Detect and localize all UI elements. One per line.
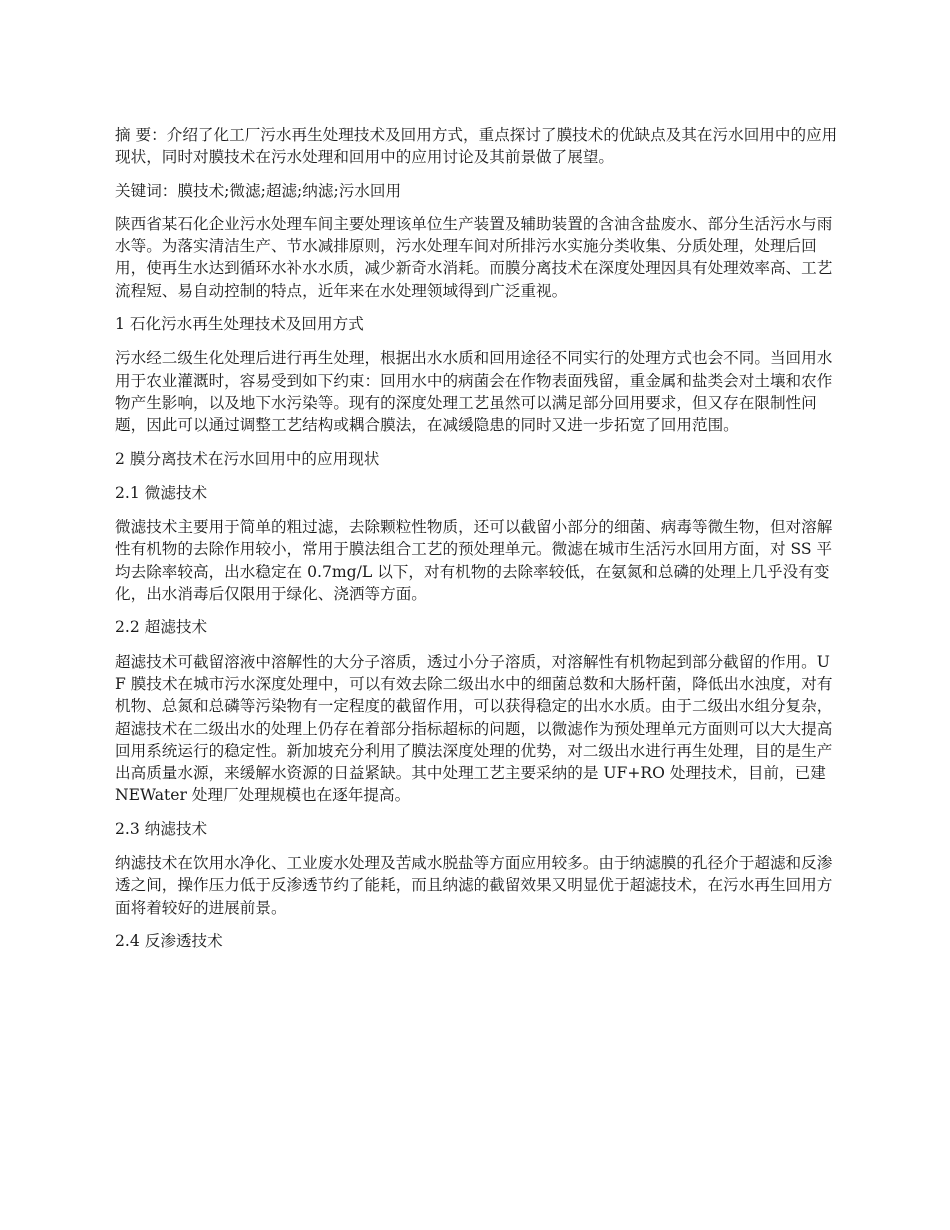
intro-paragraph: 陕西省某石化企业污水处理车间主要处理该单位生产装置及辅助装置的含油含盐废水、部分生活污水与雨水等。为落实清洁生产、节水减排原则，污水处理车间对所排污水实施分类收集、分质处理，处理后回用，使再生水达到循环水补水水质，减少新奇水消耗。而膜分离技术在深度处理因具有处理效率高、工艺流程短、易自动控制的特点，近年来在水处理领域得到广泛重视。 <box>115 214 833 300</box>
section-heading-2: 2 膜分离技术在污水回用中的应用现状 <box>115 449 380 468</box>
abstract: 摘 要：介绍了化工厂污水再生处理技术及回用方式，重点探讨了膜技术的优缺点及其在污水回用中的应用现状，同时对膜技术在污水处理和回用中的应用讨论及其前景做了展望。 <box>115 126 838 167</box>
section-body-2-2: 超滤技术可截留溶液中溶解性的大分子溶质，透过小分子溶质，对溶解性有机物起到部分截留的作用。UF 膜技术在城市污水深度处理中，可以有效去除二级出水中的细菌总数和大肠杆菌，降低出水浊度，对有机物、总氮和总磷等污染物有一定程度的截留作用，可以获得稳定的出水水质。由于二级出水组分复杂，超滤技术在二级出水的处理上仍存在着部分指标超标的问题，以微滤作为预处理单元方面则可以大大提高回用系统运行的稳定性。新加坡充分利用了膜法深度处理的优势，对二级出水进行再生处理，目的是生产出高质量水源，来缓解水资源的日益紧缺。其中处理工艺主要采纳的是 UF+RO 处理技术，目前，已建 NEWater 处理厂处理规模也在逐年提高。 <box>115 652 833 805</box>
section-body-2-1: 微滤技术主要用于简单的粗过滤，去除颗粒性物质，还可以截留小部分的细菌、病毒等微生物，但对溶解性有机物的去除作用较小，常用于膜法组合工艺的预处理单元。微滤在城市生活污水回用方面，对 SS 平均去除率较高，出水稳定在 0.7mg/L 以下，对有机物的去除率较低，在氨氮和总磷的处理上几乎没有变化，出水消毒后仅限用于绿化、浇洒等方面。 <box>115 518 833 604</box>
section-body-1: 污水经二级生化处理后进行再生处理，根据出水水质和回用途径不同实行的处理方式也会不同。当回用水用于农业灌溉时，容易受到如下约束：回用水中的病菌会在作物表面残留，重金属和盐类会对土壤和农作物产生影响，以及地下水污染等。现有的深度处理工艺虽然可以满足部分回用要求，但又存在限制性问题，因此可以通过调整工艺结构或耦合膜法，在减缓隐患的同时又进一步拓宽了回用范围。 <box>115 349 833 435</box>
section-heading-2-4: 2.4 反渗透技术 <box>115 931 223 950</box>
section-heading-2-2: 2.2 超滤技术 <box>115 618 208 637</box>
section-heading-1: 1 石化污水再生处理技术及回用方式 <box>115 315 364 334</box>
keywords: 关键词：膜技术;微滤;超滤;纳滤;污水回用 <box>115 181 402 200</box>
section-body-2-3: 纳滤技术在饮用水净化、工业废水处理及苦咸水脱盐等方面应用较多。由于纳滤膜的孔径介于超滤和反渗透之间，操作压力低于反渗透节约了能耗，而且纳滤的截留效果又明显优于超滤技术，在污水再生回用方面将着较好的进展前景。 <box>115 854 833 917</box>
section-heading-2-3: 2.3 纳滤技术 <box>115 819 208 838</box>
document-page <box>115 124 840 964</box>
section-heading-2-1: 2.1 微滤技术 <box>115 483 208 502</box>
